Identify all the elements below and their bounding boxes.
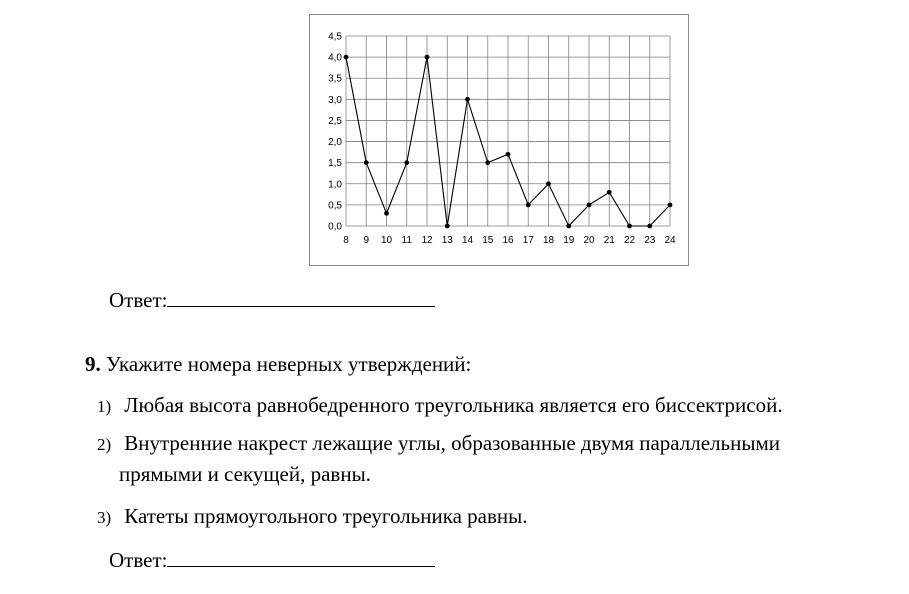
statement-text: Любая высота равнобедренного треугольника является его биссектрисой. — [124, 393, 783, 417]
x-tick-label: 23 — [644, 235, 656, 246]
y-tick-label: 3,0 — [328, 94, 342, 106]
data-point — [546, 181, 551, 186]
line-chart — [310, 15, 688, 265]
y-tick-label: 4,5 — [328, 31, 342, 43]
statement-1 — [97, 390, 783, 422]
x-tick-label: 20 — [583, 235, 595, 246]
data-point — [384, 211, 389, 216]
statement-number: 1) — [97, 397, 112, 416]
y-tick-label: 2,5 — [328, 115, 342, 127]
data-point — [344, 55, 349, 60]
x-tick-label: 9 — [363, 235, 370, 246]
x-tick-label: 12 — [421, 235, 433, 246]
x-tick-label: 19 — [563, 235, 575, 246]
answer-label: Ответ: — [109, 548, 168, 572]
y-tick-label: 3,5 — [328, 73, 342, 85]
x-tick-label: 8 — [343, 235, 349, 246]
data-point — [587, 202, 592, 207]
x-tick-label: 16 — [502, 235, 514, 246]
data-point — [364, 160, 369, 165]
data-point — [607, 190, 612, 195]
chart-grid — [346, 36, 670, 226]
x-axis-ticks — [343, 235, 676, 246]
data-point — [485, 160, 490, 165]
task-title: Укажите номера неверных утверждений: — [106, 352, 472, 376]
x-tick-label: 10 — [380, 235, 393, 246]
x-tick-label: 15 — [482, 235, 494, 246]
data-point — [647, 224, 652, 229]
answer-field[interactable] — [167, 546, 435, 567]
statement-3 — [97, 501, 528, 533]
y-tick-label: 0,0 — [328, 221, 342, 233]
answer-field[interactable] — [167, 286, 435, 307]
statement-number: 2) — [97, 435, 112, 454]
data-point — [526, 202, 531, 207]
data-point — [465, 97, 470, 102]
chart-frame — [309, 14, 689, 266]
answer-label: Ответ: — [109, 288, 168, 312]
statement-number: 3) — [97, 508, 112, 527]
x-tick-label: 18 — [542, 235, 555, 246]
statement-2-continuation: прямыми и секущей, равны. — [119, 462, 371, 486]
x-tick-label: 11 — [401, 235, 412, 246]
x-tick-label: 17 — [522, 235, 534, 246]
task-number: 9. — [85, 352, 101, 376]
y-tick-label: 4,0 — [328, 52, 342, 64]
data-point — [668, 202, 673, 207]
data-point — [566, 224, 571, 229]
data-point — [506, 152, 511, 157]
data-point — [445, 224, 450, 229]
y-tick-label: 2,0 — [328, 137, 342, 149]
data-point — [404, 160, 409, 165]
data-point — [627, 224, 632, 229]
x-tick-label: 22 — [623, 235, 636, 246]
answer-row-2 — [109, 546, 435, 572]
y-tick-label: 1,5 — [328, 158, 342, 170]
y-tick-label: 1,0 — [328, 179, 342, 191]
statement-2 — [97, 428, 780, 460]
x-tick-label: 24 — [664, 235, 676, 246]
answer-row-1 — [109, 286, 435, 312]
x-tick-label: 14 — [461, 235, 474, 246]
y-axis-ticks — [328, 32, 342, 233]
y-tick-label: 0,5 — [328, 200, 342, 212]
statement-text: Внутренние накрест лежащие углы, образованные двумя параллельными — [124, 431, 781, 455]
x-tick-label: 13 — [441, 235, 453, 246]
x-tick-label: 21 — [603, 235, 615, 246]
task-heading — [85, 351, 471, 377]
data-point — [425, 55, 430, 60]
statement-text: Катеты прямоугольного треугольника равны. — [124, 504, 528, 528]
